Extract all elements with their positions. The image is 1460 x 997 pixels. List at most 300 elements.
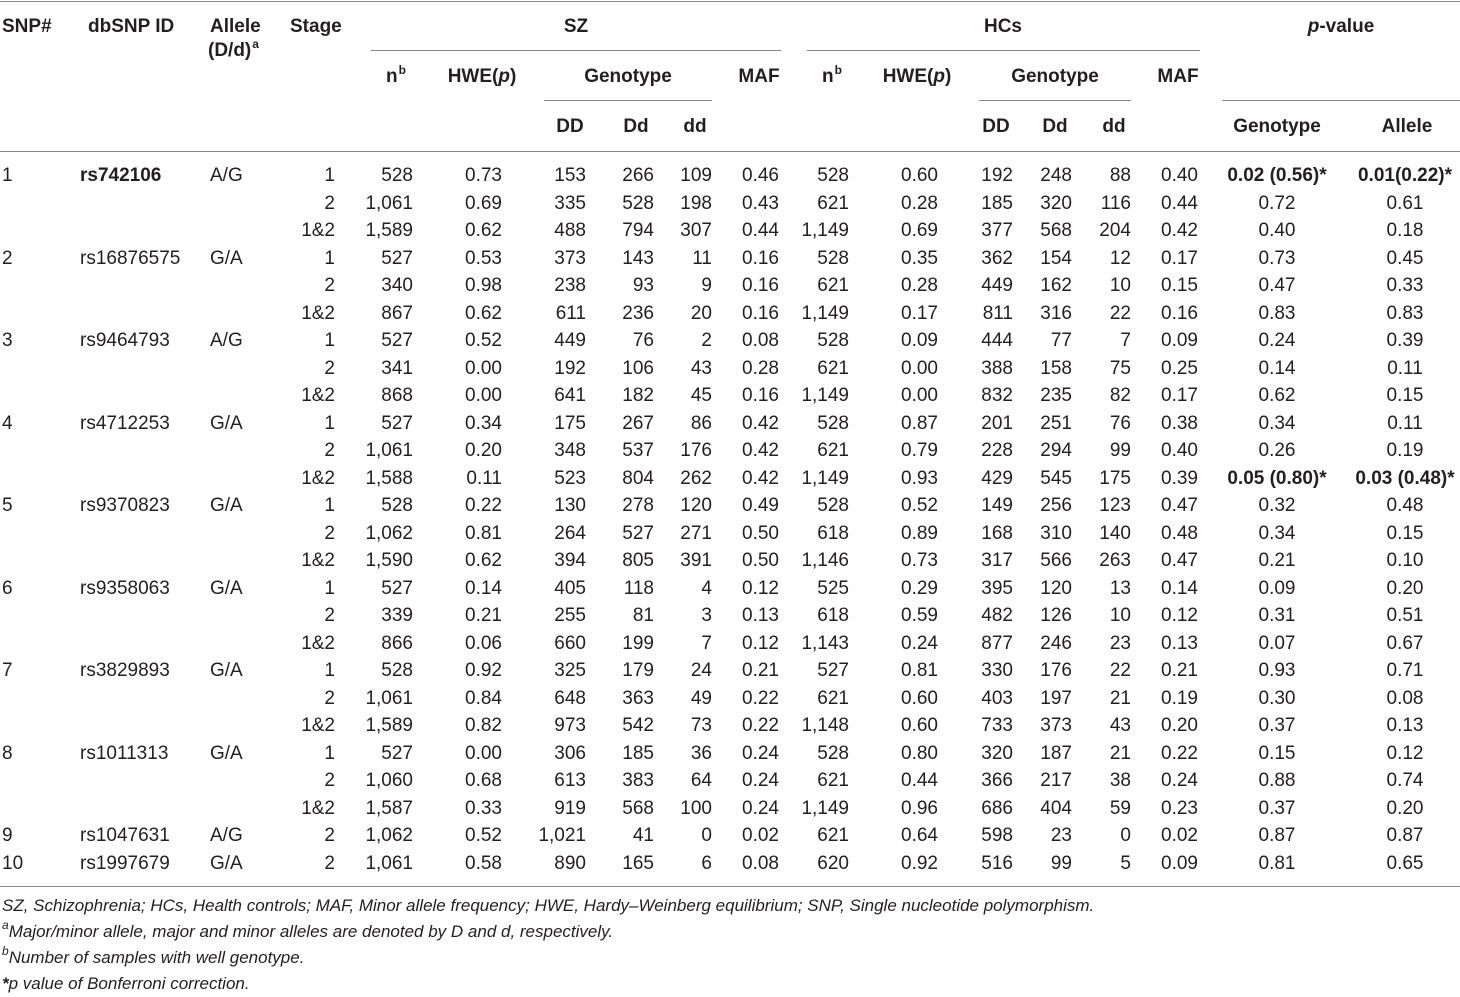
- cell-stage: 1: [324, 330, 335, 351]
- cell-hc-DD: 388: [981, 357, 1013, 379]
- cell-hc-hwe: 0.28: [901, 192, 938, 214]
- cell-p-geno: 0.15: [1258, 742, 1296, 764]
- header-snp: SNP#: [2, 16, 52, 37]
- cell-stage: 1&2: [301, 467, 335, 489]
- cell-hc-maf: 0.38: [1161, 412, 1198, 434]
- cell-sz-n: 528: [381, 165, 413, 186]
- cell-sz-Dd: 41: [632, 825, 654, 846]
- header-hc-n-sup: b: [834, 63, 842, 77]
- cell-stage: 2: [324, 852, 335, 874]
- cell-sz-DD: 306: [554, 742, 586, 764]
- cell-sz-DD: 488: [554, 220, 586, 241]
- cell-allele: G/A: [210, 660, 243, 681]
- cell-hc-dd: 59: [1109, 797, 1131, 819]
- cell-hc-maf: 0.13: [1161, 632, 1198, 654]
- hc-genotype-rule: [979, 100, 1131, 101]
- footnotes: [2, 893, 1452, 997]
- cell-p-geno: 0.40: [1258, 220, 1296, 241]
- cell-p-allele: 0.15: [1386, 522, 1424, 544]
- cell-snp: 5: [2, 495, 13, 516]
- header-hc-dd: dd: [1102, 116, 1126, 137]
- cell-p-allele: 0.45: [1386, 247, 1424, 269]
- cell-id: rs9358063: [80, 577, 170, 599]
- footnote-a: [2, 919, 1452, 945]
- cell-sz-Dd: 805: [622, 550, 654, 571]
- cell-hc-Dd: 158: [1040, 357, 1072, 379]
- cell-sz-n: 1,587: [365, 797, 413, 819]
- cell-sz-hwe: 0.62: [465, 220, 502, 241]
- header-sz-n: [386, 63, 406, 89]
- cell-sz-n: 527: [381, 330, 413, 351]
- cell-hc-DD: 395: [981, 577, 1013, 599]
- cell-hc-hwe: 0.00: [901, 357, 938, 379]
- header-allele-sub: [208, 37, 259, 63]
- cell-hc-n: 528: [817, 247, 849, 269]
- cell-hc-Dd: 162: [1040, 275, 1072, 296]
- cell-sz-DD: 613: [554, 770, 586, 791]
- cell-sz-hwe: 0.00: [465, 742, 502, 764]
- table-bottom-rule: [0, 886, 1460, 887]
- cell-snp: 9: [2, 825, 13, 846]
- cell-sz-dd: 9: [701, 275, 712, 296]
- cell-sz-dd: 49: [690, 687, 712, 709]
- cell-p-allele: 0.87: [1386, 825, 1424, 846]
- cell-hc-maf: 0.42: [1161, 220, 1198, 241]
- cell-hc-maf: 0.40: [1161, 440, 1198, 461]
- cell-hc-Dd: 251: [1040, 412, 1072, 434]
- cell-hc-n: 1,143: [801, 632, 849, 654]
- cell-hc-maf: 0.39: [1161, 467, 1198, 489]
- cell-sz-DD: 238: [554, 275, 586, 296]
- cell-p-allele: 0.33: [1386, 275, 1424, 296]
- cell-snp: 1: [2, 165, 13, 186]
- cell-sz-n: 341: [381, 357, 413, 379]
- cell-sz-maf: 0.24: [742, 797, 779, 819]
- cell-sz-hwe: 0.62: [465, 302, 502, 324]
- cell-sz-n: 1,589: [365, 715, 413, 736]
- cell-hc-dd: 263: [1099, 550, 1131, 571]
- cell-hc-DD: 832: [981, 385, 1013, 406]
- cell-p-allele: 0.71: [1386, 660, 1424, 681]
- cell-stage: 1&2: [301, 220, 335, 241]
- cell-sz-maf: 0.42: [742, 440, 779, 461]
- cell-sz-n: 866: [381, 632, 413, 654]
- cell-sz-maf: 0.28: [742, 357, 779, 379]
- cell-hc-hwe: 0.79: [901, 440, 938, 461]
- cell-hc-maf: 0.19: [1161, 687, 1198, 709]
- cell-sz-hwe: 0.00: [465, 357, 502, 379]
- cell-sz-hwe: 0.21: [465, 605, 502, 626]
- cell-sz-hwe: 0.00: [465, 385, 502, 406]
- cell-hc-hwe: 0.93: [901, 467, 938, 489]
- cell-allele: A/G: [210, 330, 243, 351]
- cell-hc-dd: 12: [1109, 247, 1131, 269]
- header-hc-genotype: Genotype: [1011, 66, 1099, 87]
- cell-hc-maf: 0.44: [1161, 192, 1198, 214]
- footnote-b-text: Number of samples with well genotype.: [8, 948, 305, 967]
- cell-hc-Dd: 77: [1050, 330, 1072, 351]
- cell-sz-n: 339: [381, 605, 413, 626]
- cell-hc-n: 621: [817, 770, 849, 791]
- sz-genotype-rule: [544, 100, 712, 101]
- cell-hc-dd: 75: [1109, 357, 1131, 379]
- cell-hc-n: 1,149: [801, 302, 849, 324]
- cell-hc-n: 621: [817, 192, 849, 214]
- cell-hc-n: 620: [817, 852, 849, 874]
- cell-hc-dd: 123: [1099, 495, 1131, 516]
- cell-sz-hwe: 0.58: [465, 852, 502, 874]
- cell-hc-hwe: 0.60: [901, 165, 938, 186]
- header-dbsnp-id: dbSNP ID: [88, 16, 175, 37]
- cell-hc-dd: 82: [1109, 385, 1131, 406]
- header-pvalue-genotype: Genotype: [1233, 116, 1321, 137]
- cell-hc-n: 621: [817, 825, 849, 846]
- cell-sz-dd: 20: [690, 302, 712, 324]
- cell-sz-maf: 0.16: [742, 302, 779, 324]
- cell-id: rs9464793: [80, 330, 170, 351]
- cell-stage: 1: [324, 247, 335, 269]
- table-top-rule: [0, 1, 1460, 2]
- cell-sz-maf: 0.42: [742, 467, 779, 489]
- cell-p-allele: 0.12: [1386, 742, 1424, 764]
- cell-id: rs4712253: [80, 412, 170, 434]
- cell-hc-maf: 0.21: [1161, 660, 1198, 681]
- cell-hc-maf: 0.24: [1161, 770, 1198, 791]
- cell-allele: A/G: [210, 825, 243, 846]
- cell-sz-maf: 0.46: [742, 165, 779, 186]
- cell-p-geno: 0.34: [1258, 522, 1296, 544]
- cell-stage: 1: [324, 577, 335, 599]
- cell-p-allele: 0.51: [1386, 605, 1424, 626]
- cell-sz-DD: 919: [554, 797, 586, 819]
- cell-hc-Dd: 373: [1040, 715, 1072, 736]
- cell-hc-dd: 22: [1109, 660, 1131, 681]
- cell-stage: 1: [324, 660, 335, 681]
- cell-sz-n: 527: [381, 412, 413, 434]
- header-sz-hwe-post: ): [509, 66, 517, 87]
- cell-p-allele: 0.20: [1386, 797, 1424, 819]
- cell-hc-n: 1,148: [801, 715, 849, 736]
- cell-sz-hwe: 0.81: [465, 522, 502, 544]
- cell-hc-DD: 877: [981, 632, 1013, 654]
- cell-stage: 1&2: [301, 715, 335, 736]
- cell-hc-hwe: 0.69: [901, 220, 938, 241]
- cell-p-allele: 0.18: [1386, 220, 1424, 241]
- cell-sz-n: 527: [381, 742, 413, 764]
- cell-hc-hwe: 0.60: [901, 687, 938, 709]
- cell-p-geno: 0.88: [1258, 770, 1296, 791]
- cell-sz-dd: 176: [680, 440, 712, 461]
- cell-hc-Dd: 120: [1040, 577, 1072, 599]
- cell-stage: 2: [324, 770, 335, 791]
- header-sz: SZ: [563, 16, 589, 37]
- cell-hc-maf: 0.09: [1161, 852, 1198, 874]
- cell-hc-hwe: 0.17: [901, 302, 938, 324]
- cell-sz-maf: 0.44: [742, 220, 779, 241]
- cell-sz-n: 528: [381, 660, 413, 681]
- cell-sz-dd: 271: [680, 522, 712, 544]
- cell-hc-maf: 0.47: [1161, 495, 1198, 516]
- cell-hc-n: 1,149: [801, 385, 849, 406]
- cell-hc-dd: 10: [1109, 605, 1131, 626]
- cell-hc-maf: 0.22: [1161, 742, 1198, 764]
- cell-sz-Dd: 542: [622, 715, 654, 736]
- cell-sz-Dd: 93: [632, 275, 654, 296]
- cell-hc-dd: 21: [1109, 742, 1131, 764]
- cell-hc-dd: 76: [1109, 412, 1131, 434]
- cell-p-allele: 0.01(0.22)*: [1357, 165, 1453, 186]
- cell-hc-DD: 330: [981, 660, 1013, 681]
- header-hc-hwe-pre: HWE(: [882, 66, 934, 87]
- cell-hc-Dd: 235: [1040, 385, 1072, 406]
- cell-hc-dd: 22: [1109, 302, 1131, 324]
- cell-sz-hwe: 0.52: [465, 825, 502, 846]
- cell-sz-Dd: 199: [622, 632, 654, 654]
- cell-sz-dd: 73: [690, 715, 712, 736]
- cell-sz-Dd: 143: [622, 247, 654, 269]
- header-sz-hwe-pre: HWE(: [447, 66, 499, 87]
- header-sz-hwe: [448, 66, 517, 88]
- cell-hc-dd: 5: [1120, 852, 1131, 874]
- cell-sz-DD: 325: [554, 660, 586, 681]
- header-allele-sub-text: (D/d): [208, 40, 252, 61]
- cell-sz-DD: 335: [554, 192, 586, 214]
- cell-allele: A/G: [210, 165, 243, 186]
- footnote-a-mark: a: [2, 918, 9, 932]
- cell-sz-dd: 86: [690, 412, 712, 434]
- cell-hc-dd: 43: [1109, 715, 1131, 736]
- cell-p-allele: 0.08: [1386, 687, 1424, 709]
- cell-sz-n: 1,590: [365, 550, 413, 571]
- cell-sz-hwe: 0.92: [465, 660, 502, 681]
- header-allele: Allele: [210, 16, 261, 37]
- cell-sz-DD: 130: [554, 495, 586, 516]
- cell-hc-Dd: 187: [1040, 742, 1072, 764]
- cell-hc-maf: 0.14: [1161, 577, 1198, 599]
- cell-sz-DD: 264: [554, 522, 586, 544]
- cell-hc-n: 1,146: [801, 550, 849, 571]
- cell-stage: 1&2: [301, 632, 335, 654]
- cell-sz-DD: 255: [554, 605, 586, 626]
- cell-hc-DD: 403: [981, 687, 1013, 709]
- cell-snp: 4: [2, 412, 13, 434]
- cell-snp: 3: [2, 330, 13, 351]
- cell-hc-hwe: 0.64: [901, 825, 938, 846]
- cell-sz-maf: 0.12: [742, 632, 779, 654]
- cell-hc-DD: 733: [981, 715, 1013, 736]
- cell-p-geno: 0.26: [1258, 440, 1296, 461]
- cell-allele: G/A: [210, 495, 243, 516]
- cell-p-allele: 0.20: [1386, 577, 1424, 599]
- header-hc-Dd: Dd: [1042, 116, 1068, 137]
- cell-p-geno: 0.05 (0.80)*: [1227, 467, 1327, 489]
- cell-p-geno: 0.30: [1258, 687, 1296, 709]
- cell-hc-Dd: 320: [1040, 192, 1072, 214]
- cell-p-allele: 0.67: [1386, 632, 1424, 654]
- cell-sz-hwe: 0.53: [465, 247, 502, 269]
- cell-hc-hwe: 0.87: [901, 412, 938, 434]
- cell-sz-Dd: 568: [622, 797, 654, 819]
- cell-allele: G/A: [210, 742, 243, 764]
- cell-hc-Dd: 568: [1040, 220, 1072, 241]
- cell-sz-n: 1,062: [365, 825, 413, 846]
- cell-p-allele: 0.83: [1386, 302, 1424, 324]
- cell-sz-maf: 0.22: [742, 715, 779, 736]
- cell-sz-maf: 0.21: [742, 660, 779, 681]
- cell-stage: 2: [324, 440, 335, 461]
- cell-sz-dd: 36: [690, 742, 712, 764]
- cell-hc-maf: 0.47: [1161, 550, 1198, 571]
- cell-hc-maf: 0.17: [1161, 385, 1198, 406]
- cell-hc-n: 1,149: [801, 797, 849, 819]
- cell-p-allele: 0.74: [1386, 770, 1424, 791]
- cell-sz-hwe: 0.06: [465, 632, 502, 654]
- cell-hc-dd: 13: [1109, 577, 1131, 599]
- cell-stage: 2: [324, 275, 335, 296]
- footnote-star-mark: *: [2, 974, 9, 993]
- cell-sz-hwe: 0.82: [465, 715, 502, 736]
- cell-p-allele: 0.61: [1386, 192, 1424, 214]
- cell-hc-dd: 88: [1109, 165, 1131, 186]
- footnote-a-text: Major/minor allele, major and minor alleles are denoted by D and d, respectively.: [8, 922, 614, 941]
- cell-hc-DD: 516: [981, 852, 1013, 874]
- cell-p-geno: 0.02 (0.56)*: [1227, 165, 1327, 186]
- cell-sz-n: 528: [381, 495, 413, 516]
- cell-sz-dd: 307: [680, 220, 712, 241]
- cell-sz-n: 868: [381, 385, 413, 406]
- cell-id: rs16876575: [80, 247, 181, 269]
- cell-hc-Dd: 566: [1040, 550, 1072, 571]
- cell-sz-DD: 611: [555, 302, 586, 324]
- cell-hc-DD: 444: [981, 330, 1013, 351]
- cell-hc-Dd: 126: [1040, 605, 1072, 626]
- cell-sz-dd: 3: [701, 605, 712, 626]
- cell-hc-dd: 7: [1120, 330, 1131, 351]
- cell-hc-dd: 204: [1099, 220, 1131, 241]
- cell-sz-Dd: 266: [622, 165, 654, 186]
- cell-sz-maf: 0.50: [742, 522, 779, 544]
- cell-sz-maf: 0.08: [742, 330, 779, 351]
- cell-stage: 1&2: [301, 550, 335, 571]
- cell-sz-dd: 6: [701, 852, 712, 874]
- cell-hc-dd: 38: [1109, 770, 1131, 791]
- cell-hc-dd: 21: [1109, 687, 1131, 709]
- cell-stage: 1&2: [301, 797, 335, 819]
- cell-hc-maf: 0.48: [1161, 522, 1198, 544]
- cell-hc-n: 528: [817, 330, 849, 351]
- cell-hc-DD: 686: [981, 797, 1013, 819]
- header-sz-dd: dd: [683, 116, 707, 137]
- cell-stage: 1&2: [301, 385, 335, 406]
- cell-hc-Dd: 217: [1040, 770, 1072, 791]
- cell-hc-maf: 0.40: [1161, 165, 1198, 186]
- cell-hc-Dd: 176: [1040, 660, 1072, 681]
- cell-sz-n: 1,061: [365, 440, 413, 461]
- cell-hc-n: 618: [817, 522, 849, 544]
- cell-hc-DD: 317: [981, 550, 1013, 571]
- cell-snp: 7: [2, 660, 13, 681]
- cell-sz-dd: 391: [680, 550, 712, 571]
- cell-stage: 2: [324, 605, 335, 626]
- footnote-star: [2, 971, 1452, 997]
- cell-hc-n: 528: [817, 165, 849, 186]
- cell-hc-Dd: 248: [1040, 165, 1072, 186]
- cell-sz-DD: 153: [554, 165, 586, 186]
- cell-stage: 2: [324, 825, 335, 846]
- cell-sz-DD: 1,021: [538, 825, 586, 846]
- cell-hc-hwe: 0.09: [901, 330, 938, 351]
- cell-sz-n: 867: [381, 302, 413, 324]
- cell-p-allele: 0.48: [1386, 495, 1424, 516]
- header-hc-n-text: n: [822, 66, 834, 87]
- cell-sz-dd: 198: [680, 192, 712, 214]
- header-stage: Stage: [290, 16, 342, 37]
- cell-sz-maf: 0.16: [742, 275, 779, 296]
- cell-sz-dd: 109: [680, 165, 712, 186]
- cell-sz-dd: 262: [680, 467, 712, 489]
- cell-sz-DD: 192: [554, 357, 586, 379]
- cell-sz-Dd: 278: [622, 495, 654, 516]
- cell-sz-Dd: 794: [622, 220, 654, 241]
- cell-hc-DD: 168: [981, 522, 1013, 544]
- cell-sz-Dd: 118: [623, 577, 654, 599]
- header-hc-hwe: [883, 66, 952, 88]
- header-sz-n-sup: b: [398, 63, 406, 77]
- cell-sz-maf: 0.49: [742, 495, 779, 516]
- cell-p-geno: 0.83: [1258, 302, 1296, 324]
- cell-sz-DD: 890: [554, 852, 586, 874]
- header-sz-Dd: Dd: [623, 116, 649, 137]
- cell-hc-maf: 0.17: [1161, 247, 1198, 269]
- cell-hc-n: 1,149: [801, 220, 849, 241]
- cell-hc-Dd: 256: [1040, 495, 1072, 516]
- cell-id: rs3829893: [80, 660, 170, 681]
- cell-sz-maf: 0.42: [742, 412, 779, 434]
- cell-p-geno: 0.81: [1258, 852, 1296, 874]
- cell-hc-Dd: 294: [1040, 440, 1072, 461]
- sz-group-rule: [371, 50, 781, 51]
- cell-hc-hwe: 0.73: [901, 550, 938, 571]
- cell-hc-DD: 366: [981, 770, 1013, 791]
- cell-hc-maf: 0.15: [1161, 275, 1198, 296]
- cell-hc-DD: 320: [981, 742, 1013, 764]
- footnote-abbreviations: SZ, Schizophrenia; HCs, Health controls; MAF, Minor allele frequency; HWE, Hardy–Weinberg equilibrium; SNP, Single nucleotide polymorphism.: [2, 896, 1095, 915]
- header-hc-n: [822, 63, 842, 89]
- header-sz-DD: DD: [556, 116, 584, 137]
- cell-id: rs742106: [80, 165, 162, 186]
- cell-hc-maf: 0.23: [1161, 797, 1198, 819]
- cell-sz-n: 1,061: [365, 192, 413, 214]
- cell-sz-Dd: 528: [622, 192, 654, 214]
- cell-hc-Dd: 545: [1040, 467, 1072, 489]
- cell-allele: G/A: [210, 247, 243, 269]
- cell-hc-dd: 10: [1109, 275, 1131, 296]
- cell-hc-Dd: 197: [1040, 687, 1072, 709]
- cell-hc-DD: 185: [981, 192, 1013, 214]
- cell-hc-DD: 598: [981, 825, 1013, 846]
- cell-snp: 10: [2, 852, 24, 874]
- cell-hc-DD: 192: [981, 165, 1013, 186]
- cell-hc-dd: 0: [1120, 825, 1131, 846]
- cell-sz-maf: 0.24: [742, 770, 779, 791]
- cell-stage: 1&2: [301, 302, 335, 324]
- cell-p-allele: 0.19: [1386, 440, 1424, 461]
- cell-allele: G/A: [210, 577, 243, 599]
- cell-id: rs1047631: [80, 825, 170, 846]
- cell-hc-n: 621: [817, 440, 849, 461]
- footnote-b: [2, 945, 1452, 971]
- cell-sz-maf: 0.13: [742, 605, 779, 626]
